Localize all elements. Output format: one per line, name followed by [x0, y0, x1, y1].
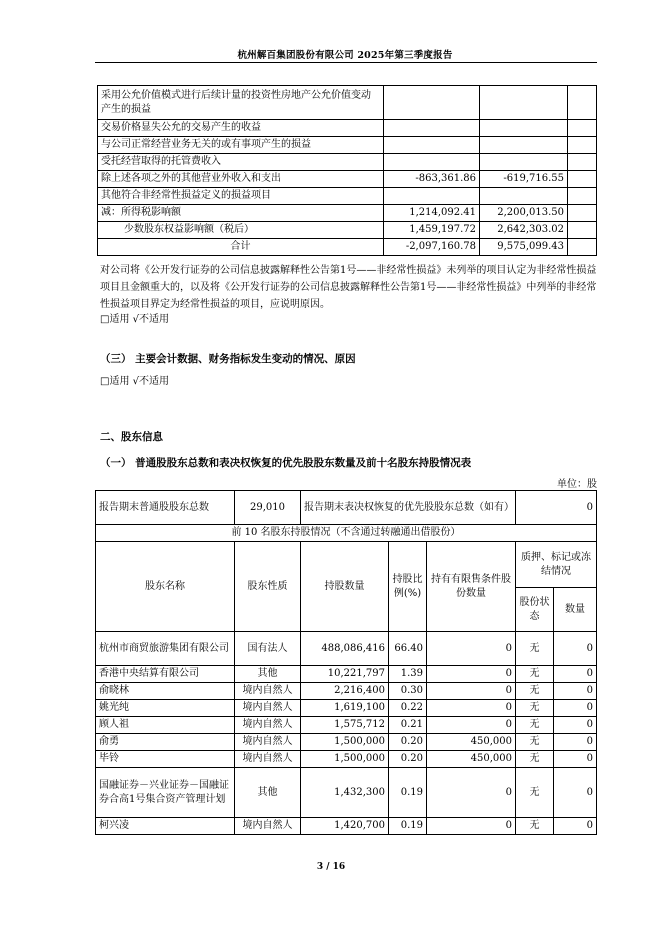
shares-held: 1,500,000	[301, 734, 389, 751]
pledge-status: 无	[516, 768, 554, 818]
col-header-qty: 数量	[554, 588, 597, 632]
table-row	[96, 734, 597, 751]
applicable-checkbox-2: □适用 √不适用	[100, 376, 169, 387]
pledge-qty: 0	[554, 683, 597, 700]
nonrecurring-table	[97, 85, 597, 256]
item-label: 减：所得税影响额	[98, 205, 384, 222]
shares-held: 1,420,700	[301, 818, 389, 835]
shares-held: 488,086,416	[301, 632, 389, 666]
holding-ratio: 0.21	[389, 717, 427, 734]
pledge-status: 无	[516, 666, 554, 683]
shareholder-name: 杭州市商贸旅游集团有限公司	[96, 632, 235, 666]
table-row	[98, 171, 597, 188]
pledge-qty: 0	[554, 666, 597, 683]
current-value	[384, 120, 480, 137]
pledge-qty: 0	[554, 717, 597, 734]
note-cell	[568, 239, 597, 256]
shareholder-nature: 其他	[235, 666, 301, 683]
item-label: 采用公允价值模式进行后续计量的投资性房地产公允价值变动产生的损益	[98, 86, 384, 120]
shareholder-name: 国融证券－兴业证券－国融证券合高1号集合资产管理计划	[96, 768, 235, 818]
pledge-status: 无	[516, 632, 554, 666]
holding-ratio: 0.20	[389, 751, 427, 768]
section-two-one-title: （一） 普通股股东总数和表决权恢复的优先股股东数量及前十名股东持股情况表	[100, 457, 472, 469]
item-label: 受托经营取得的托管费收入	[98, 154, 384, 171]
shares-held: 1,500,000	[301, 751, 389, 768]
total-shareholders-label: 报告期末普通股股东总数	[96, 491, 235, 525]
shares-held: 2,216,400	[301, 683, 389, 700]
restricted-shares: 0	[427, 768, 516, 818]
pledge-status: 无	[516, 683, 554, 700]
col-header-status: 股份状态	[516, 588, 554, 632]
current-value: -2,097,160.78	[384, 239, 480, 256]
ytd-value: 2,642,303.02	[480, 222, 568, 239]
holding-ratio: 66.40	[389, 632, 427, 666]
item-label: 少数股东权益影响额（税后）	[98, 222, 384, 239]
shareholder-nature: 境内自然人	[235, 700, 301, 717]
shareholder-name: 姚光纯	[96, 700, 235, 717]
header-row	[96, 542, 597, 588]
table-row	[96, 751, 597, 768]
pledge-qty: 0	[554, 700, 597, 717]
preferred-shareholders-value: 0	[516, 491, 597, 525]
shareholder-nature: 境内自然人	[235, 683, 301, 700]
table-row	[96, 666, 597, 683]
total-shareholders-value: 29,010	[235, 491, 301, 525]
ytd-value: 9,575,099.43	[480, 239, 568, 256]
table-row	[98, 222, 597, 239]
table-row	[98, 86, 597, 120]
shares-held: 1,432,300	[301, 768, 389, 818]
shareholder-name: 毕铃	[96, 751, 235, 768]
note-cell	[568, 205, 597, 222]
table-row	[96, 818, 597, 835]
item-label: 其他符合非经常性损益定义的损益项目	[98, 188, 384, 205]
holding-ratio: 0.30	[389, 683, 427, 700]
table-row	[98, 120, 597, 137]
holding-ratio: 1.39	[389, 666, 427, 683]
table-row	[98, 137, 597, 154]
section-three-title: （三） 主要会计数据、财务指标发生变动的情况、原因	[100, 353, 356, 365]
restricted-shares: 450,000	[427, 751, 516, 768]
total-label: 合计	[98, 239, 384, 256]
note-cell	[568, 137, 597, 154]
current-value	[384, 188, 480, 205]
restricted-shares: 0	[427, 683, 516, 700]
table-row	[96, 768, 597, 818]
shareholder-nature: 其他	[235, 768, 301, 818]
ytd-value	[480, 188, 568, 205]
shareholder-nature: 国有法人	[235, 632, 301, 666]
col-header-nature: 股东性质	[235, 542, 301, 632]
ytd-value	[480, 120, 568, 137]
top10-caption: 前 10 名股东持股情况（不含通过转融通出借股份）	[96, 525, 597, 542]
shareholders-table	[95, 490, 597, 835]
col-header-shares: 持股数量	[301, 542, 389, 632]
pledge-status: 无	[516, 818, 554, 835]
shareholder-name: 柯兴凌	[96, 818, 235, 835]
shareholder-name: 俞晓林	[96, 683, 235, 700]
unit-label: 单位：股	[557, 479, 597, 490]
item-label: 除上述各项之外的其他营业外收入和支出	[98, 171, 384, 188]
shareholder-name: 香港中央结算有限公司	[96, 666, 235, 683]
note-cell	[568, 171, 597, 188]
pledge-qty: 0	[554, 768, 597, 818]
ytd-value: -619,716.55	[480, 171, 568, 188]
note-cell	[568, 86, 597, 120]
section-two-title: 二、股东信息	[100, 431, 163, 443]
col-header-restricted: 持有有限售条件股份数量	[427, 542, 516, 632]
page-number: 3 / 16	[316, 862, 346, 872]
item-label: 交易价格显失公允的交易产生的收益	[98, 120, 384, 137]
note-cell	[568, 222, 597, 239]
table-row	[98, 205, 597, 222]
ytd-value	[480, 154, 568, 171]
holding-ratio: 0.20	[389, 734, 427, 751]
note-cell	[568, 154, 597, 171]
shareholder-nature: 境内自然人	[235, 751, 301, 768]
summary-row	[96, 491, 597, 525]
table-row	[98, 154, 597, 171]
shareholder-nature: 境内自然人	[235, 734, 301, 751]
pledge-status: 无	[516, 700, 554, 717]
pledge-qty: 0	[554, 818, 597, 835]
shareholder-name: 顾人祖	[96, 717, 235, 734]
item-label: 与公司正常经营业务无关的或有事项产生的损益	[98, 137, 384, 154]
ytd-value	[480, 86, 568, 120]
restricted-shares: 0	[427, 717, 516, 734]
pledge-status: 无	[516, 751, 554, 768]
page-header-title: 杭州解百集团股份有限公司 2025年第三季度报告	[237, 50, 453, 61]
shares-held: 1,619,100	[301, 700, 389, 717]
col-header-pledge: 质押、标记或冻结情况	[516, 542, 597, 588]
restricted-shares: 0	[427, 700, 516, 717]
note-cell	[568, 188, 597, 205]
ytd-value	[480, 137, 568, 154]
shareholder-name: 俞勇	[96, 734, 235, 751]
table-row	[96, 683, 597, 700]
pledge-qty: 0	[554, 751, 597, 768]
shares-held: 10,221,797	[301, 666, 389, 683]
restricted-shares: 0	[427, 632, 516, 666]
current-value	[384, 154, 480, 171]
current-value: -863,361.86	[384, 171, 480, 188]
pledge-status: 无	[516, 717, 554, 734]
col-header-name: 股东名称	[96, 542, 235, 632]
restricted-shares: 0	[427, 666, 516, 683]
shareholder-nature: 境内自然人	[235, 717, 301, 734]
pledge-qty: 0	[554, 734, 597, 751]
holding-ratio: 0.22	[389, 700, 427, 717]
holding-ratio: 0.19	[389, 818, 427, 835]
caption-row	[96, 525, 597, 542]
table-row	[98, 239, 597, 256]
applicable-checkbox-1: □适用 √不适用	[100, 314, 169, 325]
current-value: 1,214,092.41	[384, 205, 480, 222]
restricted-shares: 0	[427, 818, 516, 835]
header-divider	[95, 62, 597, 63]
restricted-shares: 450,000	[427, 734, 516, 751]
current-value: 1,459,197.72	[384, 222, 480, 239]
table-row	[98, 188, 597, 205]
table-row	[96, 717, 597, 734]
holding-ratio: 0.19	[389, 768, 427, 818]
shareholder-nature: 境内自然人	[235, 818, 301, 835]
note-cell	[568, 120, 597, 137]
shares-held: 1,575,712	[301, 717, 389, 734]
current-value	[384, 86, 480, 120]
preferred-shareholders-label: 报告期末表决权恢复的优先股股东总数（如有）	[301, 491, 516, 525]
explanation-paragraph: 对公司将《公开发行证券的公司信息披露解释性公告第1号——非经常性损益》未列举的项目认定为非经常性损益项目且金额重大的，以及将《公开发行证券的公司信息披露解释性公告第1号——非经常性损益》中列举的非经常性损益项目界定为经常性损益的项目，应说明原因。	[100, 265, 597, 310]
table-row	[96, 700, 597, 717]
ytd-value: 2,200,013.50	[480, 205, 568, 222]
pledge-qty: 0	[554, 632, 597, 666]
pledge-status: 无	[516, 734, 554, 751]
current-value	[384, 137, 480, 154]
table-row	[96, 632, 597, 666]
col-header-ratio: 持股比例(%)	[389, 542, 427, 632]
